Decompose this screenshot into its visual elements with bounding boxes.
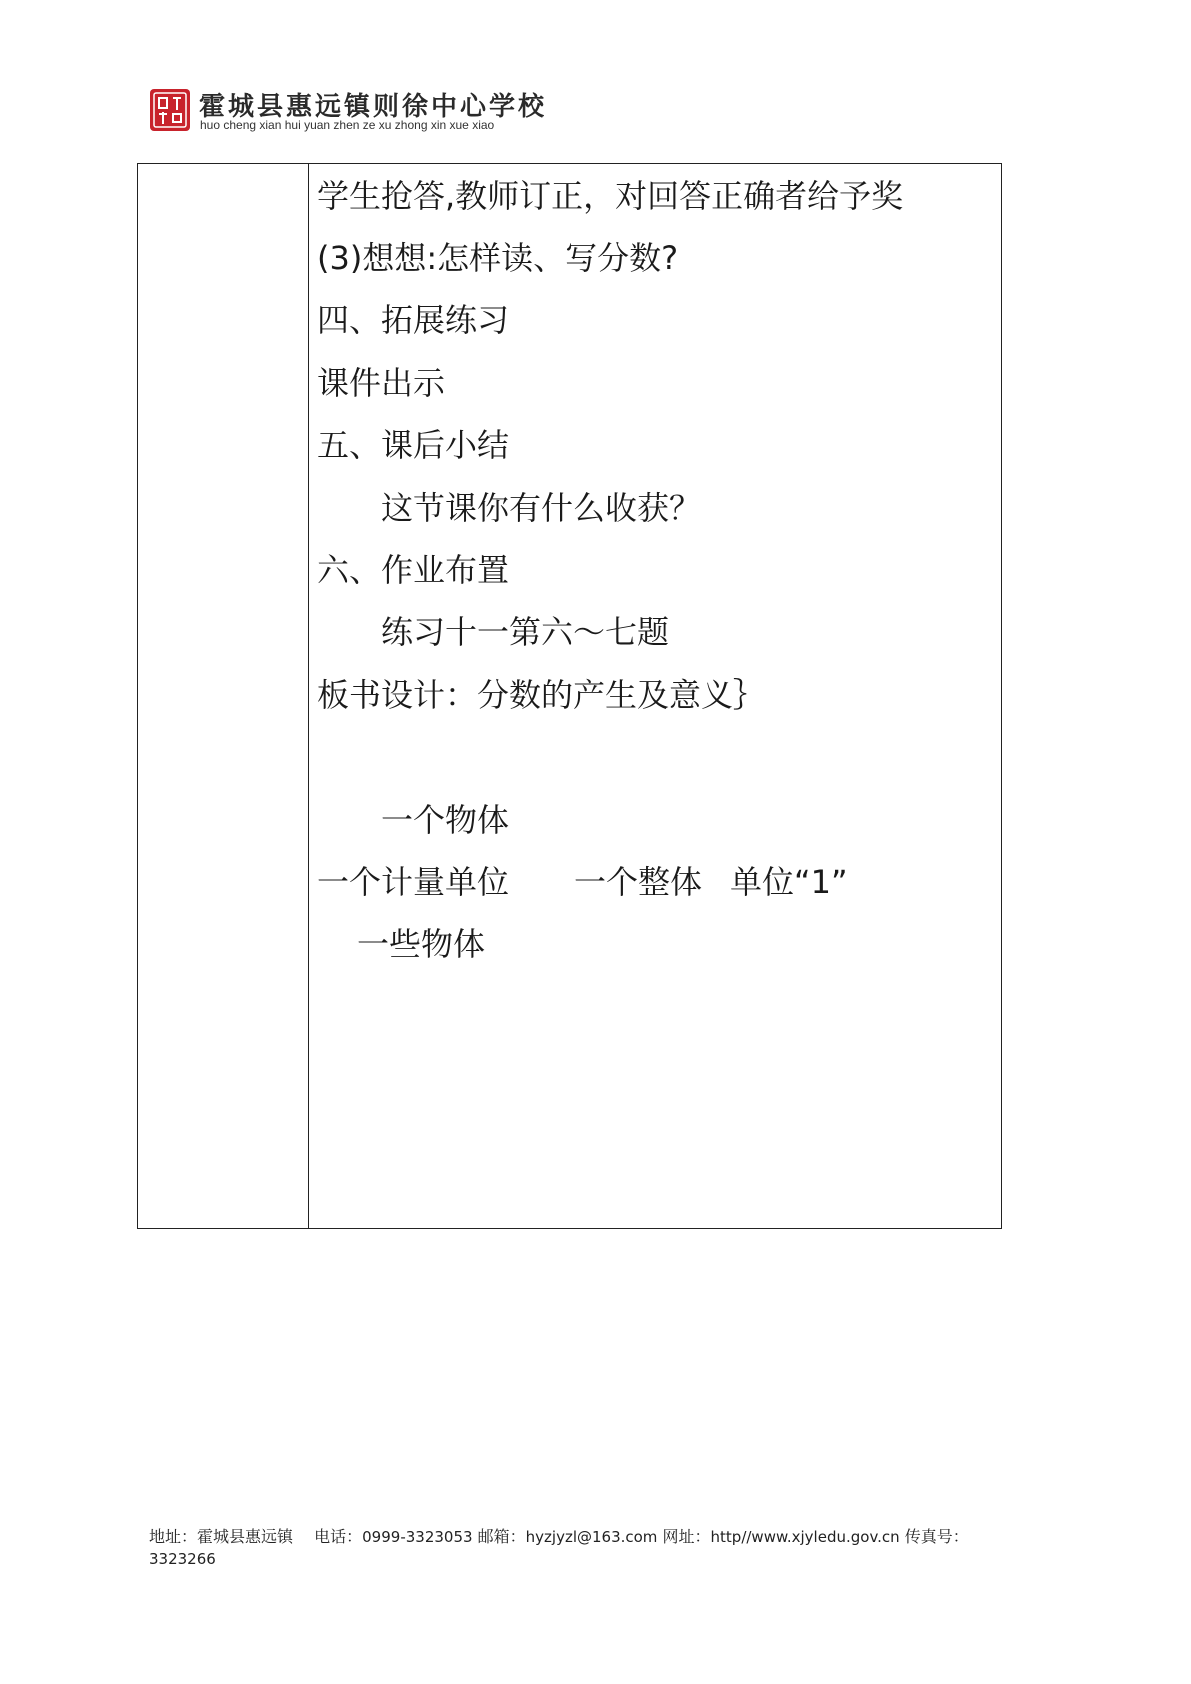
school-name-title: 霍城县惠远镇则徐中心学校 (199, 92, 548, 122)
footer-contact (149, 1526, 1009, 1570)
fax-value: 3323266 (149, 1550, 216, 1568)
address-value: 霍城县惠远镇 (197, 1527, 294, 1546)
table-left-cell (138, 164, 309, 1228)
address-label: 地址： (149, 1527, 198, 1546)
web-value: http//www.xjyledu.gov.cn (710, 1528, 900, 1546)
board-item-unit-of-measure: 一个计量单位 (317, 863, 510, 901)
content-line-think: (3)想想:怎样读、写分数? (317, 239, 679, 277)
phone-label: 电话： (314, 1527, 363, 1546)
board-item-unit-one: 单位“1” (730, 863, 848, 901)
content-line-courseware: 课件出示 (317, 364, 446, 402)
board-item-one-object: 一个物体 (381, 801, 510, 839)
email-label: 邮箱： (477, 1527, 526, 1546)
section-heading-summary: 五、课后小结 (317, 426, 510, 464)
school-seal-logo (149, 88, 191, 132)
board-design-heading: 板书设计：分数的产生及意义｝ (317, 676, 766, 714)
section-heading-extension: 四、拓展练习 (317, 301, 510, 339)
web-label: 网址： (662, 1527, 711, 1546)
school-name-pinyin: huo cheng xian hui yuan zhen ze xu zhong xin xue xiao (200, 118, 495, 132)
fax-label: 传真号： (904, 1527, 969, 1546)
content-line-answer: 学生抢答,教师订正，对回答正确者给予奖 (317, 177, 904, 215)
phone-value: 0999-3323053 (362, 1528, 473, 1546)
board-item-some-objects: 一些物体 (357, 925, 486, 963)
board-item-whole: 一个整体 (574, 863, 703, 901)
content-line-gain: 这节课你有什么收获？ (381, 489, 702, 527)
email-value: hyzjyzl@163.com (525, 1528, 658, 1546)
lesson-plan-table (137, 163, 1002, 1229)
content-line-exercise: 练习十一第六～七题 (381, 613, 670, 651)
section-heading-homework: 六、作业布置 (317, 551, 510, 589)
